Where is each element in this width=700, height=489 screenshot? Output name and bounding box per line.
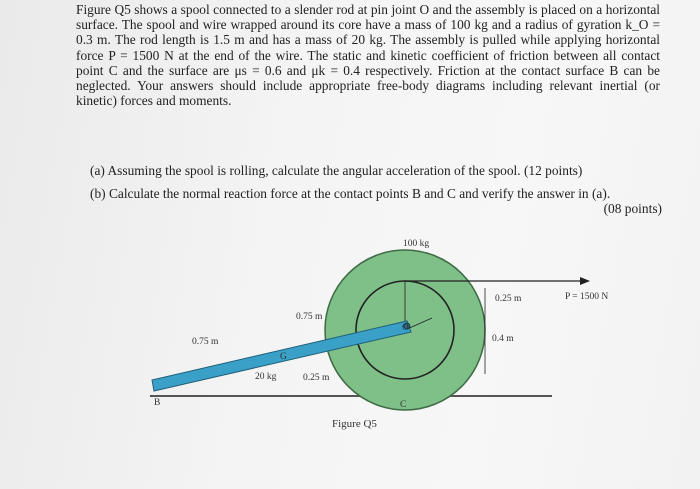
problem-statement: Figure Q5 shows a spool connected to a slender rod at pin joint O and the assembly is placed on a horizontal surface. The spool and wire wrapped around its core have a mass of 100 kg and a radius of gyration k_O = 0.3 m. The rod length is 1.5 m and has a mass of 20 kg. The assembly is pulled while applying horizontal force P = 1500 N at the end of the wire. The static and kinetic coefficient of friction between all contact point C and the surface are μs = 0.6 and μk = 0.4 respectively. Friction at the contact surface B can be neglected. Your answers should include appropriate free-body diagrams including relevant inertial (or kinetic) forces and moments.: [76, 2, 660, 109]
point-b-label: B: [154, 398, 161, 408]
force-label: P = 1500 N: [565, 292, 609, 302]
force-arrowhead: [580, 277, 590, 285]
part-a: (a) Assuming the spool is rolling, calculate the angular acceleration of the spool. (12 points): [90, 163, 583, 178]
rod-upper-length-label: 0.75 m: [296, 312, 323, 322]
part-b-text: (b) Calculate the normal reaction force at the contact points B and C and verify the answer in (a).: [90, 186, 611, 201]
rod-offset-label: 0.25 m: [303, 373, 330, 383]
core-radius-label: 0.25 m: [495, 294, 522, 304]
point-o-label: O: [402, 323, 409, 333]
rod-left-length-label: 0.75 m: [192, 337, 219, 347]
figure-caption: Figure Q5: [332, 418, 377, 430]
point-c-label: C: [400, 400, 407, 410]
part-b-points: (08 points): [603, 201, 662, 217]
outer-radius-label: 0.4 m: [492, 334, 514, 344]
point-g-label: G: [280, 352, 287, 362]
rod-mass-label: 20 kg: [255, 372, 277, 382]
spool-mass-label: 100 kg: [403, 239, 430, 249]
